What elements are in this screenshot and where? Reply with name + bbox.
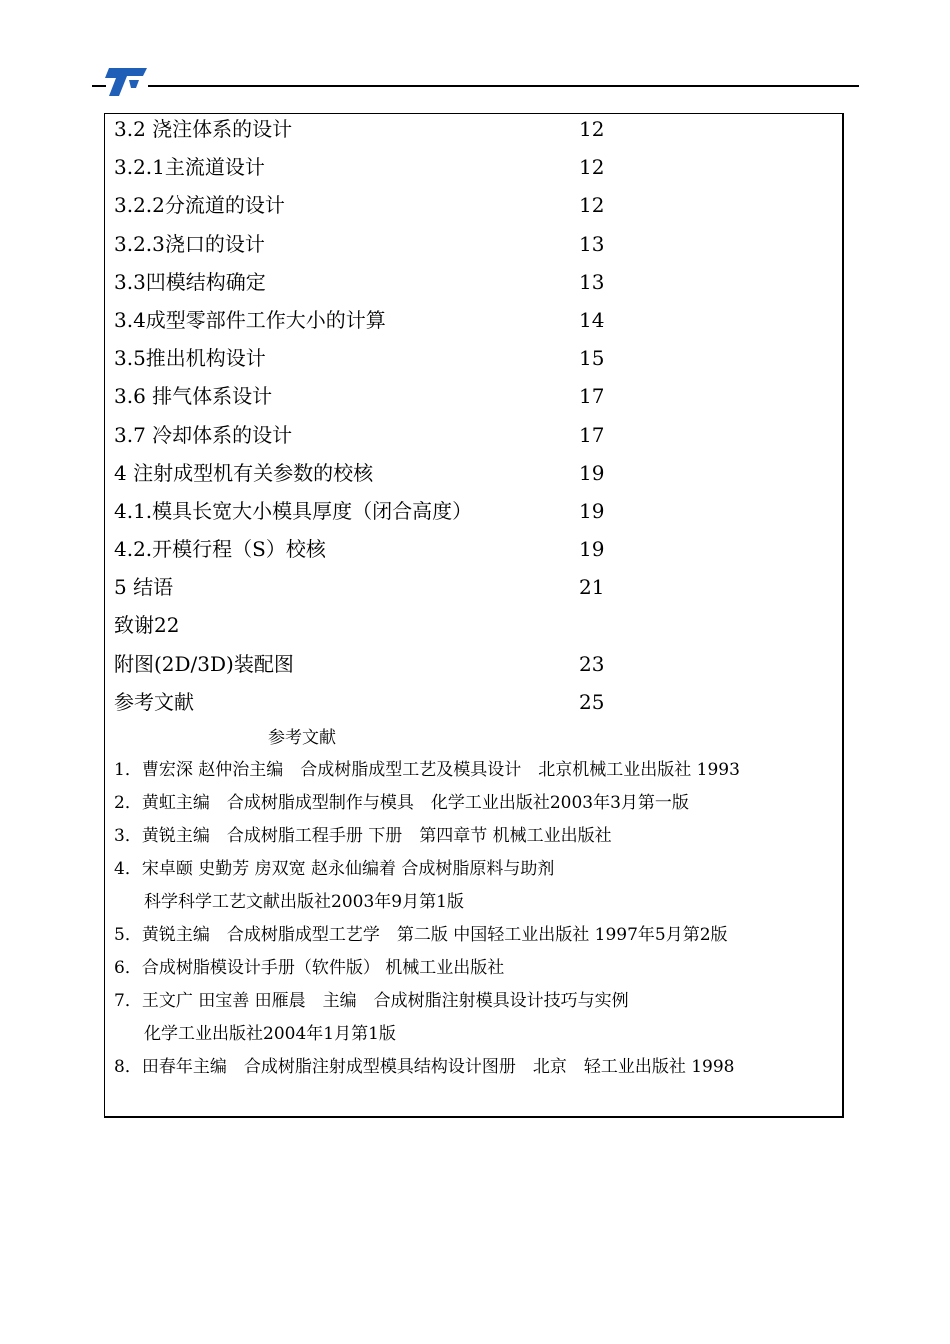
toc-entry-title: 3.2.2分流道的设计 xyxy=(114,193,285,218)
toc-entry-page: 19 xyxy=(579,460,605,485)
toc-entry-title: 3.5推出机构设计 xyxy=(114,346,266,371)
logo-icon xyxy=(103,64,151,98)
toc-entry-page: 19 xyxy=(579,498,605,523)
toc-entry-page: 19 xyxy=(579,537,605,562)
toc-entry[interactable] xyxy=(114,458,634,496)
toc-entry-title: 3.4成型零部件工作大小的计算 xyxy=(114,307,386,332)
toc-entry[interactable] xyxy=(114,649,634,687)
toc-entry[interactable] xyxy=(114,687,634,725)
toc-entry-title: 3.2 浇注体系的设计 xyxy=(114,117,293,141)
header-rule xyxy=(148,85,859,87)
toc-entry-page: 17 xyxy=(579,422,605,447)
toc-entry-page: 21 xyxy=(579,575,605,600)
toc-entry-title: 3.2.3浇口的设计 xyxy=(114,231,265,256)
toc-entry-title: 3.6 排气体系设计 xyxy=(114,384,273,409)
toc-entry-page: 13 xyxy=(579,269,605,294)
toc-entry-title: 5 结语 xyxy=(114,575,174,600)
toc-entry-title: 4 注射成型机有关参数的校核 xyxy=(114,460,374,485)
table-of-contents xyxy=(114,114,634,725)
toc-entry-page: 17 xyxy=(579,384,605,409)
toc-entry-page: 12 xyxy=(579,117,605,141)
toc-entry[interactable] xyxy=(114,152,634,190)
reference-item: 8．田春年主编 合成树脂注射成型模具结构设计图册 北京 轻工业出版社 1998 xyxy=(114,1057,735,1077)
toc-entry[interactable] xyxy=(114,420,634,458)
reference-continuation: 科学科学工艺文献出版社2003年9月第1版 xyxy=(144,892,464,912)
toc-entry[interactable] xyxy=(114,267,634,305)
toc-entry[interactable] xyxy=(114,343,634,381)
toc-entry-page: 12 xyxy=(579,155,605,180)
reference-item: 5．黄锐主编 合成树脂成型工艺学 第二版 中国轻工业出版社 1997年5月第2版 xyxy=(114,925,728,945)
toc-entry-title: 4.1.模具长宽大小模具厚度（闭合高度） xyxy=(114,498,473,523)
toc-entry-page: 15 xyxy=(579,346,605,371)
reference-continuation: 化学工业出版社2004年1月第1版 xyxy=(144,1024,396,1044)
toc-entry[interactable] xyxy=(114,229,634,267)
reference-item: 3．黄锐主编 合成树脂工程手册 下册 第四章节 机械工业出版社 xyxy=(114,826,612,846)
reference-item: 6．合成树脂模设计手册（软件版） 机械工业出版社 xyxy=(114,958,505,978)
reference-item: 7．王文广 田宝善 田雁晨 主编 合成树脂注射模具设计技巧与实例 xyxy=(114,991,629,1011)
toc-entry-page: 12 xyxy=(579,193,605,218)
references-heading: 参考文献 xyxy=(268,728,336,748)
toc-entry-title: 参考文献 xyxy=(114,689,194,714)
toc-entry-title: 致谢22 xyxy=(114,613,180,638)
reference-item: 4．宋卓颐 史勤芳 房双宽 赵永仙编着 合成树脂原料与助剂 xyxy=(114,859,555,879)
toc-entry-page: 23 xyxy=(579,651,605,676)
toc-entry[interactable] xyxy=(114,190,634,228)
toc-entry[interactable] xyxy=(114,534,634,572)
references-list xyxy=(114,758,740,1088)
reference-item: 1．曹宏深 赵仲治主编 合成树脂成型工艺及模具设计 北京机械工业出版社 1993 xyxy=(114,760,740,780)
toc-entry[interactable] xyxy=(114,610,634,648)
toc-entry[interactable] xyxy=(114,496,634,534)
toc-entry[interactable] xyxy=(114,114,634,152)
reference-item: 2．黄虹主编 合成树脂成型制作与模具 化学工业出版社2003年3月第一版 xyxy=(114,793,689,813)
toc-entry[interactable] xyxy=(114,381,634,419)
toc-entry-title: 3.7 冷却体系的设计 xyxy=(114,422,293,447)
toc-entry-title: 3.2.1主流道设计 xyxy=(114,155,265,180)
toc-entry-page: 25 xyxy=(579,689,605,714)
toc-entry-page: 13 xyxy=(579,231,605,256)
toc-entry[interactable] xyxy=(114,572,634,610)
toc-entry-title: 附图(2D/3D)装配图 xyxy=(114,651,294,676)
toc-entry-title: 3.3凹模结构确定 xyxy=(114,269,266,294)
toc-entry-page: 14 xyxy=(579,307,605,332)
toc-entry[interactable] xyxy=(114,305,634,343)
toc-entry-title: 4.2.开模行程（S）校核 xyxy=(114,537,326,562)
